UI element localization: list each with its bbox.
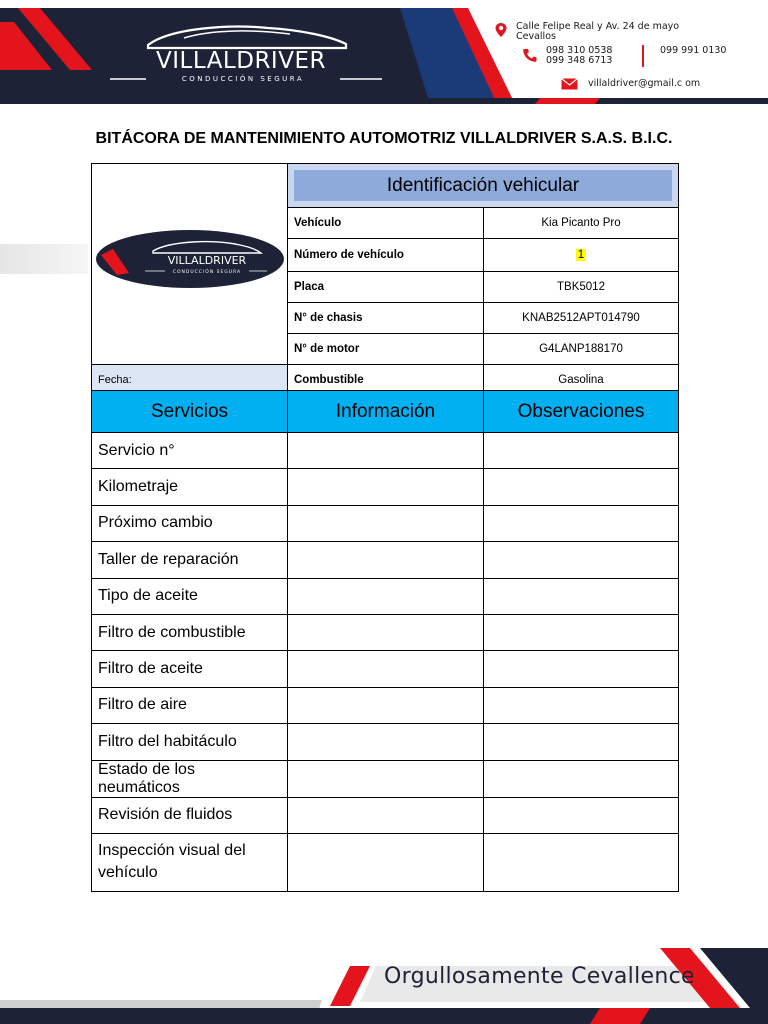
- field-value-cell: [484, 239, 679, 272]
- observations-cell[interactable]: [484, 614, 679, 650]
- table-row: [92, 724, 679, 760]
- observations-cell[interactable]: [484, 542, 679, 578]
- column-header-information: Información: [288, 391, 484, 433]
- observations-cell[interactable]: [484, 797, 679, 833]
- column-header-services: Servicios: [92, 391, 288, 433]
- information-cell[interactable]: [288, 833, 484, 891]
- letterhead-banner: [0, 0, 768, 104]
- table-row: [92, 833, 679, 891]
- page-edge-shadow: [0, 244, 88, 274]
- table-row: [92, 687, 679, 723]
- field-label: Número de vehículo: [288, 239, 484, 272]
- table-row: [92, 651, 679, 687]
- vehicle-identification-table: [91, 163, 679, 396]
- brand-logo-text: VILLALDRIVER: [156, 48, 326, 74]
- logo-cell: [92, 164, 288, 365]
- contact-phones-left: [546, 46, 612, 66]
- field-value: Gasolina: [484, 365, 679, 396]
- document-title: BITÁCORA DE MANTENIMIENTO AUTOMOTRIZ VILLALDRIVER S.A.S. B.I.C.: [95, 130, 673, 147]
- service-label: Próximo cambio: [92, 505, 288, 541]
- phone-number: 098 310 0538: [546, 45, 613, 56]
- field-label: N° de chasis: [288, 303, 484, 334]
- footer-banner: [0, 940, 768, 1024]
- date-field[interactable]: Fecha:: [92, 365, 288, 396]
- field-label: N° de motor: [288, 334, 484, 365]
- service-label: Taller de reparación: [92, 542, 288, 578]
- table-row: [92, 797, 679, 833]
- brand-oval-logo: [95, 229, 285, 289]
- contact-email: villaldriver@gmail.c om: [588, 78, 701, 89]
- identification-heading-cell: [288, 164, 679, 208]
- table-row: [92, 614, 679, 650]
- information-cell[interactable]: [288, 578, 484, 614]
- field-value: Kia Picanto Pro: [484, 208, 679, 239]
- field-label: Combustible: [288, 365, 484, 396]
- brand-tagline: CONDUCCIÓN SEGURA: [181, 75, 305, 83]
- table-row: [92, 469, 679, 505]
- service-label: Filtro de aceite: [92, 651, 288, 687]
- service-label: Tipo de aceite: [92, 578, 288, 614]
- service-label: Inspección visual del vehículo: [92, 833, 288, 891]
- service-label: Estado de los neumáticos: [92, 760, 288, 797]
- table-header-row: [92, 391, 679, 433]
- service-label: Revisión de fluidos: [92, 797, 288, 833]
- field-label: Placa: [288, 272, 484, 303]
- service-label: Kilometraje: [92, 469, 288, 505]
- field-value: KNAB2512APT014790: [484, 303, 679, 334]
- information-cell[interactable]: [288, 687, 484, 723]
- information-cell[interactable]: [288, 724, 484, 760]
- information-cell[interactable]: [288, 469, 484, 505]
- table-row: [92, 542, 679, 578]
- field-label: Vehículo: [288, 208, 484, 239]
- address-city: Cevallos: [516, 31, 556, 42]
- field-value: G4LANP188170: [484, 334, 679, 365]
- information-cell[interactable]: [288, 433, 484, 469]
- table-row: [92, 760, 679, 797]
- services-log-table: [91, 390, 679, 892]
- observations-cell[interactable]: [484, 505, 679, 541]
- table-row: [92, 505, 679, 541]
- service-label: Filtro de aire: [92, 687, 288, 723]
- observations-cell[interactable]: [484, 469, 679, 505]
- observations-cell[interactable]: [484, 578, 679, 614]
- table-row: [92, 433, 679, 469]
- highlighted-vehicle-number: 1: [577, 249, 585, 261]
- observations-cell[interactable]: [484, 724, 679, 760]
- observations-cell[interactable]: [484, 687, 679, 723]
- information-cell[interactable]: [288, 760, 484, 797]
- service-label: Filtro del habitáculo: [92, 724, 288, 760]
- service-label: Servicio n°: [92, 433, 288, 469]
- phone-number: 099 348 6713: [546, 55, 613, 66]
- address-line: Calle Felipe Real y Av. 24 de mayo: [516, 21, 680, 32]
- identification-heading: Identificación vehicular: [294, 170, 672, 201]
- information-cell[interactable]: [288, 505, 484, 541]
- observations-cell[interactable]: [484, 433, 679, 469]
- oval-logo-tagline: CONDUCCIÓN SEGURA: [172, 270, 242, 275]
- phone-icon: [522, 47, 538, 63]
- observations-cell[interactable]: [484, 833, 679, 891]
- observations-cell[interactable]: [484, 651, 679, 687]
- phone-number: 099 991 0130: [660, 45, 727, 56]
- information-cell[interactable]: [288, 542, 484, 578]
- oval-logo-text: VILLALDRIVER: [167, 254, 247, 267]
- contact-address: [516, 22, 679, 42]
- phone-divider: [642, 45, 644, 67]
- location-pin-icon: [494, 22, 508, 38]
- footer-slogan: Orgullosamente Cevallence: [384, 964, 695, 989]
- table-row: [92, 578, 679, 614]
- column-header-observations: Observaciones: [484, 391, 679, 433]
- observations-cell[interactable]: [484, 760, 679, 797]
- information-cell[interactable]: [288, 797, 484, 833]
- email-icon: [561, 78, 578, 90]
- information-cell[interactable]: [288, 651, 484, 687]
- field-value: TBK5012: [484, 272, 679, 303]
- information-cell[interactable]: [288, 614, 484, 650]
- service-label: Filtro de combustible: [92, 614, 288, 650]
